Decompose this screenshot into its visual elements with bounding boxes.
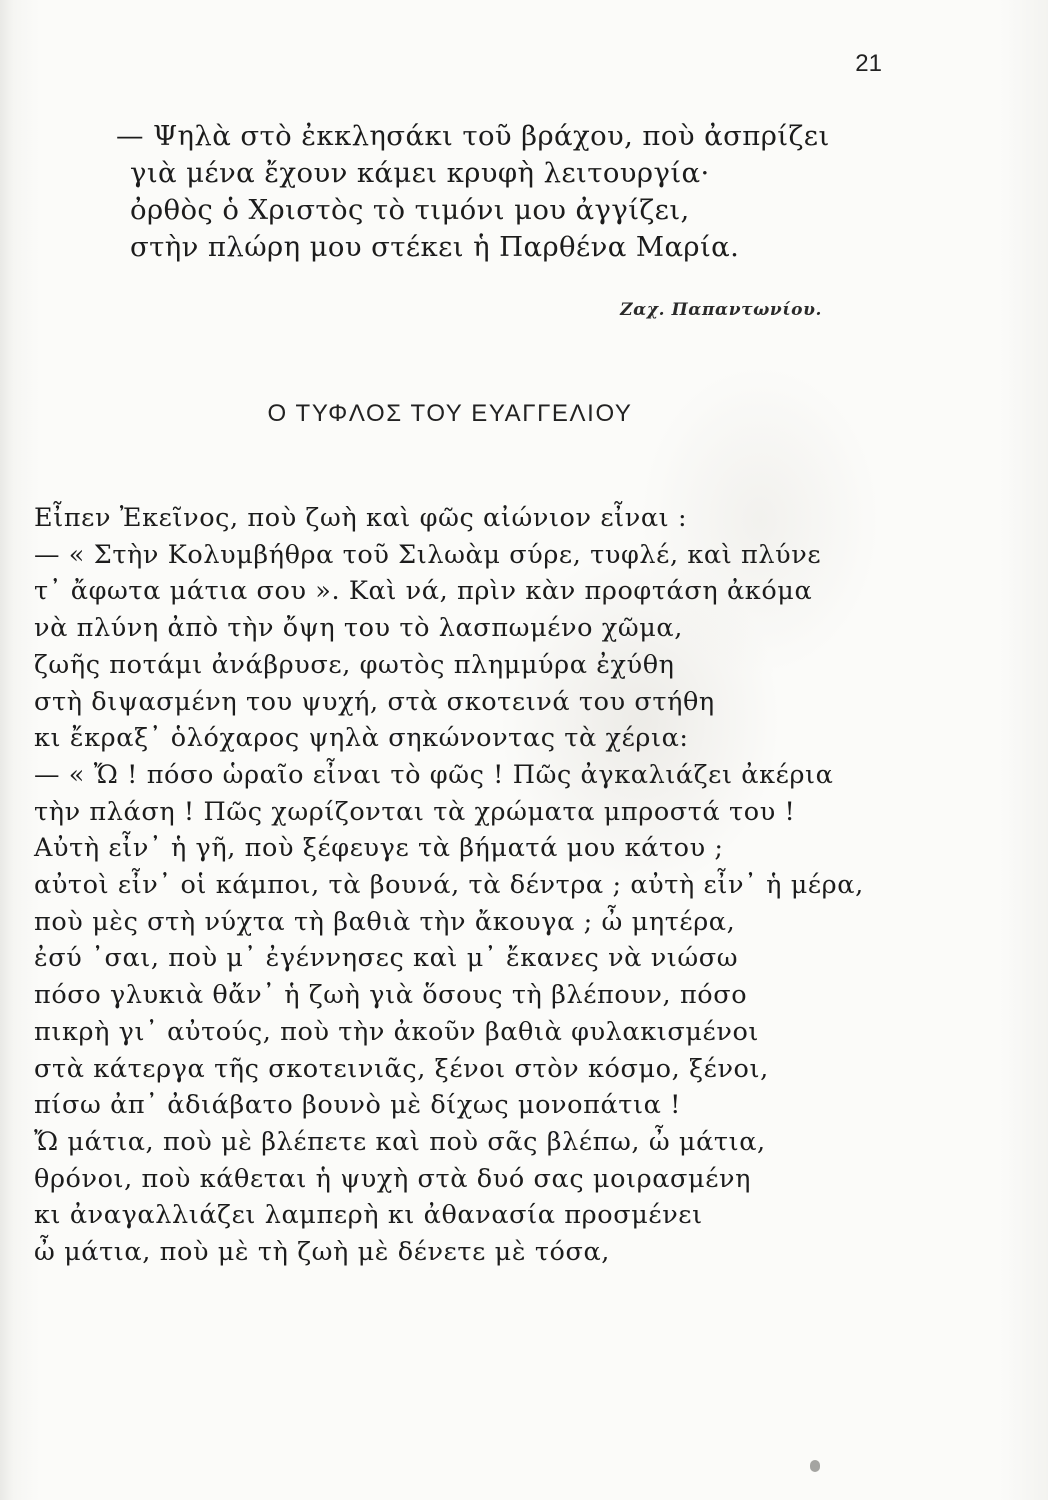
poem-line: κι ἀναγαλλιάζει λαμπερὴ κι ἀθανασία προσμένει [34,1200,703,1231]
page-number: 21 [855,50,882,77]
poem-line: κι ἔκραξ᾿ ὁλόχαρος ψηλὰ σηκώνοντας τὰ χέρια: [34,723,689,754]
ink-blot [810,1460,820,1472]
poem-line: πίσω ἀπ᾿ ἀδιάβατο βουνὸ μὲ δίχως μονοπάτια ! [34,1090,681,1121]
poem-line: στὰ κάτεργα τῆς σκοτεινιᾶς, ξένοι στὸν κόσμο, ξένοι, [34,1053,769,1084]
poem-line: ποὺ μὲς στὴ νύχτα τὴ βαθιὰ τὴν ἄκουγα ; ὦ μητέρα, [34,906,736,937]
poem-line: θρόνοι, ποὺ κάθεται ἡ ψυχὴ στὰ δυό σας μοιρασμένη [34,1163,752,1194]
poem-line: Ὤ μάτια, ποὺ μὲ βλέπετε καὶ ποὺ σᾶς βλέπω, ὦ μάτια, [34,1126,766,1157]
poem-line: ἐσύ ᾿σαι, ποὺ μ᾿ ἐγέννησες καὶ μ᾿ ἔκανες νὰ νιώσω [34,943,739,974]
poem-title: Ο ΤΥΦΛΟΣ ΤΟΥ ΕΥΑΓΓΕΛΙΟΥ [267,400,633,427]
poem-line: — « Ὤ ! πόσο ὡραῖο εἶναι τὸ φῶς ! Πῶς ἀγκαλιάζει ἀκέρια [34,759,834,790]
poem-line: ὦ μάτια, ποὺ μὲ τὴ ζωὴ μὲ δένετε μὲ τόσα, [34,1237,611,1268]
poem-line: αὐτοὶ εἶν᾿ οἱ κάμποι, τὰ βουνά, τὰ δέντρα ; αὐτὴ εἶν᾿ ἡ μέρα, [34,870,864,901]
poem-line: στὴ διψασμένη του ψυχή, στὰ σκοτεινά του στήθη [34,686,715,717]
poem-line: τ᾿ ἄφωτα μάτια σου ». Καὶ νά, πρὶν κὰν προφτάση ἀκόμα [34,576,813,607]
poem-body [34,500,934,1271]
poem-line: τὴν πλάση ! Πῶς χωρίζονται τὰ χρώματα μπροστά του ! [34,796,796,827]
author-attribution: Ζαχ. Παπαντωνίου. [620,300,822,320]
poem-line: — « Στὴν Κολυμβήθρα τοῦ Σιλωὰμ σύρε, τυφλέ, καὶ πλύνε [34,539,822,570]
poem-line: πικρὴ γι᾿ αὐτούς, ποὺ τὴν ἀκοῦν βαθιὰ φυλακισμένοι [34,1016,760,1047]
poem-line: ζωῆς ποτάμι ἀνάβρυσε, φωτὸς πλημμύρα ἐχύθη [34,649,675,680]
poem-line: νὰ πλύνη ἀπὸ τὴν ὄψη του τὸ λασπωμένο χῶμα, [34,613,683,644]
poem-line: Αὐτὴ εἶν᾿ ἡ γῆ, ποὺ ξέφευγε τὰ βήματά μου κάτου ; [34,833,724,864]
stanza-line: στὴν πλώρη μου στέκει ἡ Παρθένα Μαρία. [130,231,740,263]
poem-line: πόσο γλυκιὰ θἄν᾿ ἡ ζωὴ γιὰ ὅσους τὴ βλέπουν, πόσο [34,980,748,1011]
stanza-line: ὀρθὸς ὁ Χριστὸς τὸ τιμόνι μου ἀγγίζει, [130,194,690,226]
stanza-line: — Ψηλὰ στὸ ἐκκλησάκι τοῦ βράχου, ποὺ ἀσπρίζει [116,120,830,152]
stanza-line: γιὰ μένα ἔχουν κάμει κρυφὴ λειτουργία· [130,157,710,189]
poem-line: Εἶπεν Ἐκεῖνος, ποὺ ζωὴ καὶ φῶς αἰώνιον εἶναι : [34,503,688,533]
closing-stanza [116,118,916,266]
